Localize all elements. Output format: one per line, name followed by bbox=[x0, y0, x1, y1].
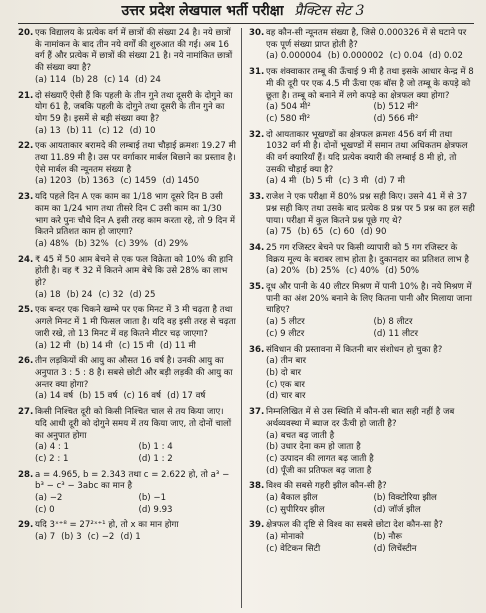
question-number: 21. bbox=[18, 90, 34, 101]
options-list bbox=[35, 493, 236, 516]
answer-option: (d) 24 bbox=[135, 74, 161, 85]
question-number: 30. bbox=[249, 28, 265, 38]
question-text: क्षेत्रफल की दृष्टि से विश्व का सबसे छोटा देश कौन-सा है? bbox=[266, 520, 443, 531]
question-number: 31. bbox=[249, 67, 265, 78]
options-list bbox=[266, 227, 475, 239]
answer-option: (d) 1 : 2 bbox=[138, 453, 173, 464]
answer-option: (a) 4 मी bbox=[266, 176, 297, 187]
answer-option: (a) 4 : 1 bbox=[35, 442, 69, 453]
answer-option: (b) 1 : 4 bbox=[138, 442, 173, 453]
options-list bbox=[35, 239, 236, 251]
question-item bbox=[18, 255, 236, 302]
options-list bbox=[35, 290, 236, 302]
question-item bbox=[18, 520, 236, 543]
question-number: 32. bbox=[249, 129, 265, 140]
answer-option: (c) 15 मी bbox=[118, 340, 154, 351]
answer-option: (c) 1459 bbox=[120, 176, 157, 187]
answer-option: (c) 9 लीटर bbox=[266, 328, 305, 339]
options-list bbox=[35, 391, 236, 403]
answer-option: (b) 8 लीटर bbox=[373, 317, 413, 328]
answer-option: (d) 90 bbox=[360, 227, 387, 238]
answer-option: (c) उत्पादन की लागत बढ़ जाती है bbox=[266, 453, 374, 464]
question-number: 36. bbox=[249, 344, 265, 355]
options-list bbox=[35, 176, 236, 188]
column-divider bbox=[241, 28, 242, 608]
answer-option: (a) 504 मी² bbox=[266, 102, 311, 113]
answer-option: (c) 14 bbox=[103, 74, 130, 85]
answer-option: (a) 1203 bbox=[35, 176, 72, 187]
answer-option: (c) −2 bbox=[87, 532, 115, 543]
question-text: विश्व की सबसे गहरी झील कौन-सी है? bbox=[266, 481, 387, 492]
question-text: दो संख्याएँ ऐसी हैं कि पहली के तीन गुने तथा दूसरी के दोगुने का योग 61 है, जबकि पहली के दोगुने तथा दूसरी के तीन गुने का योग 59 है। इसमें से बड़ी संख्या क्या है? bbox=[35, 90, 233, 124]
question-item bbox=[249, 130, 475, 189]
answer-option: (a) 12 मी bbox=[35, 340, 71, 351]
question-item bbox=[249, 28, 475, 63]
answer-option: (a) 13 bbox=[35, 125, 61, 136]
question-text: यदि 3ˣ⁺⁸ = 27²ˣ⁺¹ हो, तो x का मान होगा bbox=[35, 520, 179, 531]
question-item bbox=[18, 470, 236, 517]
answer-option: (d) लिचेंस्टीन bbox=[373, 543, 417, 554]
answer-option: (d) पूँजी का प्रतिफल बढ़ जाता है bbox=[266, 465, 372, 476]
answer-option: (b) 3 bbox=[61, 532, 82, 543]
options-list bbox=[266, 51, 475, 63]
answer-option: (c) 40% bbox=[345, 266, 380, 277]
page-header bbox=[0, 0, 486, 22]
answer-option: (c) 32 bbox=[98, 289, 124, 300]
options-list bbox=[35, 532, 236, 544]
answer-option: (c) 16 वर्ष bbox=[123, 391, 162, 402]
question-item bbox=[18, 305, 236, 352]
answer-option: (c) वेटिकन सिटी bbox=[266, 543, 321, 554]
answer-option: (b) दो बार bbox=[266, 367, 302, 378]
answer-option: (a) 7 bbox=[35, 532, 56, 543]
answer-option: (a) 18 bbox=[35, 289, 61, 300]
answer-option: (c) 0 bbox=[35, 504, 55, 515]
answer-option: (d) 10 bbox=[129, 125, 156, 136]
options-list bbox=[266, 317, 475, 340]
question-item bbox=[249, 520, 475, 555]
question-text: वह कौन-सी न्यूनतम संख्या है, जिसे 0.000326 में से घटाने पर एक पूर्ण संख्या प्राप्त होती है? bbox=[266, 28, 467, 50]
question-number: 37. bbox=[249, 407, 265, 418]
question-item bbox=[18, 91, 236, 138]
question-text: संविधान की प्रस्तावना में कितनी बार संशोधन हो चुका है? bbox=[266, 344, 443, 355]
answer-option: (c) 60 bbox=[329, 227, 355, 238]
options-list bbox=[266, 493, 475, 516]
answer-option: (a) 20% bbox=[266, 266, 300, 277]
question-item bbox=[249, 345, 475, 404]
answer-option: (a) 114 bbox=[35, 74, 67, 85]
question-text: एक बन्दर एक चिकने खम्भे पर एक मिनट में 3 मी चढ़ता है तथा अगले मिनट में 1 मी फिसल जाता है। यदि वह इसी तरह से चढ़ता जारी रखे, तो 13 मिनट में वह कितने मीटर चढ़ जाएगा? bbox=[35, 305, 236, 339]
question-item bbox=[249, 192, 475, 239]
answer-option: (c) 3 मी bbox=[338, 176, 369, 187]
options-list bbox=[35, 341, 236, 353]
answer-option: (d) 11 लीटर bbox=[373, 328, 418, 339]
answer-option: (d) 50% bbox=[385, 266, 420, 277]
header-rule bbox=[18, 23, 474, 24]
answer-option: (b) 1363 bbox=[77, 176, 115, 187]
answer-option: (d) 29% bbox=[154, 238, 189, 249]
question-text: ₹ 45 में 50 आम बेचने से एक फल विक्रेता को 10% की हानि होती है। वह ₹ 32 में कितने आम बेचे कि उसे 28% का लाभ हो? bbox=[35, 254, 233, 289]
answer-option: (a) बैकाल झील bbox=[266, 493, 318, 504]
question-number: 24. bbox=[18, 254, 34, 265]
options-list bbox=[266, 266, 475, 278]
options-list bbox=[35, 442, 236, 465]
set-label: प्रैक्टिस सेट 3 bbox=[294, 3, 365, 19]
answer-option: (a) −2 bbox=[35, 493, 63, 504]
answer-option: (a) 14 वर्ष bbox=[35, 391, 74, 402]
answer-option: (c) 39% bbox=[114, 238, 149, 249]
question-item bbox=[249, 407, 475, 477]
answer-option: (d) जॉर्ज झील bbox=[373, 504, 421, 515]
answer-option: (b) −1 bbox=[138, 493, 167, 504]
answer-option: (c) सुपीरियर झील bbox=[266, 504, 325, 515]
answer-option: (a) 0.000004 bbox=[266, 51, 322, 62]
answer-option: (a) 5 लीटर bbox=[266, 317, 305, 328]
answer-option: (b) विक्टोरिया झील bbox=[373, 493, 437, 504]
options-list bbox=[266, 356, 475, 403]
answer-option: (c) 12 bbox=[98, 125, 124, 136]
answer-option: (d) 566 मी² bbox=[373, 113, 419, 124]
question-text: एक शंक्वाकार तम्बू की ऊँचाई 9 मी है तथा इसके आधार केन्द्र में 8 मी की दूरी पर एक 4.5 मी ऊँचा एक बॉस है जो तम्बू के कपड़े को छूता है। तम्बू को बनाने में लगे कपड़े का क्षेत्रफल क्या होगा? bbox=[266, 67, 474, 101]
question-number: 22. bbox=[18, 141, 34, 152]
answer-option: (c) 580 मी² bbox=[266, 113, 311, 124]
question-item bbox=[18, 407, 236, 466]
question-item bbox=[249, 481, 475, 516]
answer-option: (b) 28 bbox=[72, 74, 98, 85]
question-number: 25. bbox=[18, 305, 34, 316]
answer-option: (a) तीन बार bbox=[266, 356, 306, 367]
answer-option: (b) 25% bbox=[305, 266, 340, 277]
question-number: 29. bbox=[18, 520, 34, 531]
answer-option: (d) 1 bbox=[120, 532, 141, 543]
question-number: 35. bbox=[249, 282, 265, 293]
question-text: दूध और पानी के 40 लीटर मिश्रण में पानी 10% है। नये मिश्रण में पानी का अंश 20% बनाने के लिए कितना पानी और मिलाया जाना चाहिए? bbox=[266, 282, 472, 316]
answer-option: (b) 14 मी bbox=[76, 340, 113, 351]
question-item bbox=[249, 282, 475, 341]
options-list bbox=[266, 532, 475, 555]
question-text: किसी निश्चित दूरी को किसी निश्चित चाल से तय किया जाए। यदि आधी दूरी को दोगुने समय में तय किया जाए, तो दोनों चालों का अनुपात होगा bbox=[35, 407, 232, 441]
question-text: निम्नलिखित में से उस स्थिति में कौन-सी बात सही नहीं है जब अर्थव्यवस्था में ब्याज दर ऊँची हो जाती है? bbox=[266, 407, 455, 429]
question-text: दो आयताकार भूखण्डों का क्षेत्रफल क्रमशः 456 वर्ग मी तथा 1032 वर्ग मी है। दोनों भूखण्डों में समान तथा अधिकतम क्षेत्रफल की वर्ग क्यारियाँ हैं। यदि प्रत्येक क्यारी की लम्बाई 8 मी हो, तो उसकी चौड़ाई क्या है? bbox=[266, 129, 468, 175]
left-column bbox=[18, 28, 236, 548]
question-text: एक आयताकार बरामदे की लम्बाई तथा चौड़ाई क्रमशः 19.27 मी तथा 11.89 मी है। उस पर वर्गाकार मार्बल बिछाने का प्रस्ताव है। ऐसे मार्बल की न्यूनतम संख्या है bbox=[35, 141, 236, 175]
answer-option: (c) एक बार bbox=[266, 379, 305, 390]
question-number: 39. bbox=[249, 520, 265, 531]
question-text: राजेश ने एक परीक्षा में 80% प्रश्न सही किए। उसने 41 में से 37 प्रश्न सही किए तथा उसके बाद प्रत्येक 8 प्रश्न पर 5 प्रश्न का हल सही पाया। परीक्षा में कुल कितने प्रश्न पूछे गए थे? bbox=[266, 192, 475, 226]
question-text: तीन लड़कियों की आयु का औसत 16 वर्ष है। उनकी आयु का अनुपात 3 : 5 : 8 है। सबसे छोटी और बड़ी लड़की की आयु का अन्तर क्या होगा? bbox=[35, 356, 233, 390]
options-list bbox=[266, 176, 475, 188]
answer-option: (c) 2 : 1 bbox=[35, 453, 69, 464]
answer-option: (b) उधार देना कम हो जाता है bbox=[266, 442, 361, 453]
question-number: 34. bbox=[249, 242, 265, 253]
question-item bbox=[249, 67, 475, 126]
answer-option: (b) 15 वर्ष bbox=[79, 391, 118, 402]
options-list bbox=[266, 102, 475, 125]
answer-option: (b) 24 bbox=[66, 289, 93, 300]
answer-option: (d) 25 bbox=[129, 289, 156, 300]
answer-option: (a) मोनाको bbox=[266, 532, 304, 543]
answer-option: (a) 75 bbox=[266, 227, 292, 238]
question-text: a = 4.965, b = 2.343 तथा c = 2.622 हो, तो a³ − b³ − c³ − 3abc का मान है bbox=[35, 469, 230, 492]
question-number: 23. bbox=[18, 192, 34, 203]
question-item bbox=[18, 28, 236, 87]
question-number: 33. bbox=[249, 192, 265, 203]
answer-option: (b) 32% bbox=[74, 238, 109, 249]
question-text: एक विद्यालय के प्रत्येक वर्ग में छात्रों की संख्या 24 है। नये छात्रों के नामांकन के बाद तीन नये वर्गों की शुरुआत की गई। अब 16 वर्ग हैं और प्रत्येक में छात्रों की संख्या 21 है। नये नामांकित छात्रों की संख्या क्या है? bbox=[35, 28, 233, 74]
answer-option: (d) 1450 bbox=[162, 176, 200, 187]
answer-option: (a) बचत बढ़ जाती है bbox=[266, 430, 335, 441]
options-list bbox=[35, 126, 236, 138]
answer-option: (d) 0.02 bbox=[428, 51, 463, 62]
answer-option: (b) नौरू bbox=[373, 532, 403, 543]
answer-option: (b) 65 bbox=[297, 227, 324, 238]
question-item bbox=[18, 141, 236, 188]
options-list bbox=[35, 75, 236, 87]
answer-option: (d) 9.93 bbox=[138, 504, 173, 515]
exam-title: उत्तर प्रदेश लेखपाल भर्ती परीक्षा bbox=[121, 3, 284, 19]
answer-option: (d) 7 मी bbox=[374, 176, 405, 187]
answer-option: (b) 5 मी bbox=[302, 176, 333, 187]
question-item bbox=[18, 356, 236, 403]
answer-option: (d) चार बार bbox=[266, 391, 306, 402]
answer-option: (a) 48% bbox=[35, 238, 69, 249]
answer-option: (b) 11 bbox=[66, 125, 93, 136]
answer-option: (c) 0.04 bbox=[389, 51, 423, 62]
right-column bbox=[249, 28, 475, 560]
answer-option: (d) 11 मी bbox=[159, 340, 196, 351]
answer-option: (d) 17 वर्ष bbox=[167, 391, 206, 402]
question-number: 38. bbox=[249, 481, 265, 492]
question-item bbox=[249, 243, 475, 278]
question-number: 26. bbox=[18, 356, 34, 367]
question-number: 20. bbox=[18, 28, 34, 38]
answer-option: (b) 0.000002 bbox=[327, 51, 384, 62]
question-text: यदि पहले दिन A एक काम का 1/18 भाग दूसरे दिन B उसी काम का 1/24 भाग तथा तीसरे दिन C उसी काम का 1/30 भाग करे पुनः चौथे दिन A इसी तरह काम करता रहे, तो 9 दिन में कितने प्रतिशत काम हो जाएगा? bbox=[35, 192, 235, 238]
answer-option: (b) 512 मी² bbox=[373, 102, 419, 113]
options-list bbox=[266, 431, 475, 478]
question-text: 25 गग रजिस्टर बेचने पर किसी व्यापारी को 5 गग रजिस्टर के विक्रय मूल्य के बराबर लाभ होता है। दुकानदार का प्रतिशत लाभ है bbox=[266, 242, 469, 265]
question-item bbox=[18, 192, 236, 251]
question-number: 28. bbox=[18, 469, 34, 480]
question-number: 27. bbox=[18, 407, 34, 418]
